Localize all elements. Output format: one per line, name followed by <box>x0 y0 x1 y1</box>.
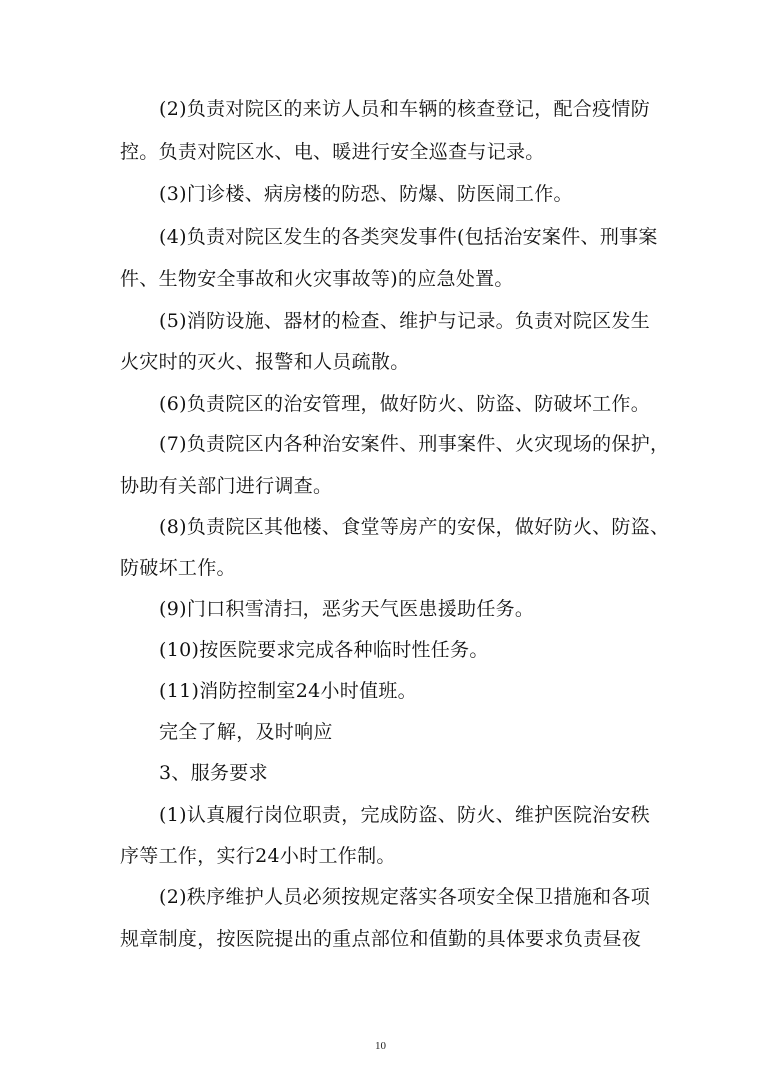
paragraph-line: 协助有关部门进行调查。 <box>120 475 333 497</box>
paragraph-line: 控。负责对院区水、电、暖进行安全巡查与记录。 <box>120 141 545 163</box>
paragraph-line: (4)负责对院区发生的各类突发事件(包括治安案件、刑事案 <box>159 226 658 248</box>
paragraph-line: (2)负责对院区的来访人员和车辆的核查登记，配合疫情防 <box>159 98 651 120</box>
paragraph-line: (9)门口积雪清扫，恶劣天气医患援助任务。 <box>159 598 535 620</box>
paragraph-line: 防破坏工作。 <box>120 557 236 579</box>
paragraph-line: (2)秩序维护人员必须按规定落实各项安全保卫措施和各项 <box>159 886 651 908</box>
paragraph-line: 规章制度，按医院提出的重点部位和值勤的具体要求负责昼夜 <box>120 928 642 950</box>
paragraph-line: 序等工作，实行24小时工作制。 <box>120 845 396 867</box>
paragraph-line: (6)负责院区的治安管理，做好防火、防盗、防破坏工作。 <box>159 393 651 415</box>
paragraph-line: 火灾时的灭火、报警和人员疏散。 <box>120 351 410 373</box>
paragraph-line: (3)门诊楼、病房楼的防恐、防爆、防医闹工作。 <box>159 183 573 205</box>
paragraph-line: (5)消防设施、器材的检查、维护与记录。负责对院区发生 <box>159 310 651 332</box>
section-heading: 3、服务要求 <box>159 762 268 784</box>
paragraph-line: (8)负责院区其他楼、食堂等房产的安保，做好防火、防盗、 <box>159 516 670 538</box>
paragraph-line: 完全了解，及时响应 <box>159 721 333 743</box>
paragraph-line: 件、生物安全事故和火灾事故等)的应急处置。 <box>120 268 514 290</box>
paragraph-line: (7)负责院区内各种治安案件、刑事案件、火灾现场的保护， <box>159 433 670 455</box>
page-number: 10 <box>375 1040 386 1052</box>
paragraph-line: (1)认真履行岗位职责，完成防盗、防火、维护医院治安秩 <box>159 804 651 826</box>
paragraph-line: (10)按医院要求完成各种临时性任务。 <box>159 639 489 661</box>
paragraph-line: (11)消防控制室24小时值班。 <box>159 680 417 702</box>
